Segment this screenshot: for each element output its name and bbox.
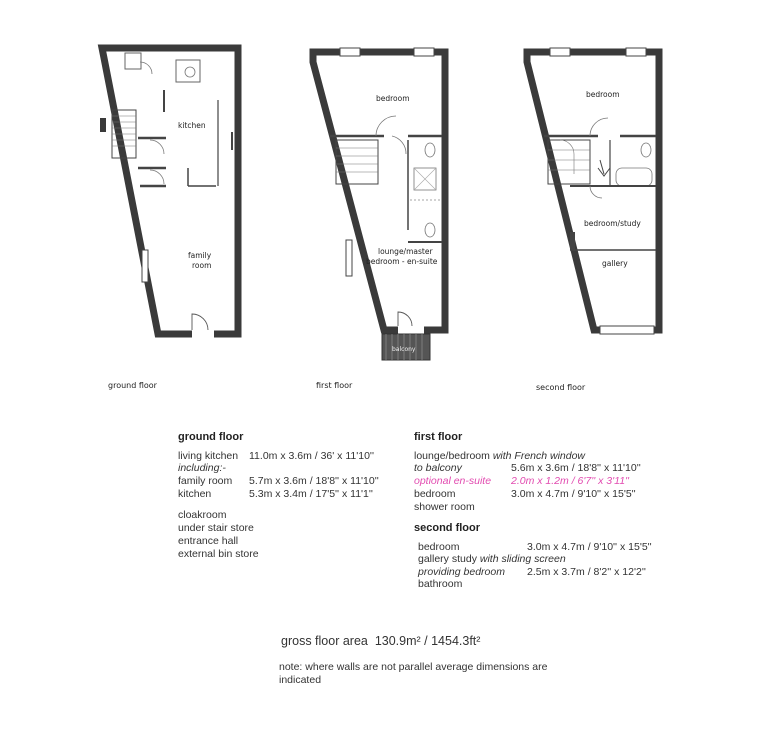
second-floor-heading: second floor [414, 522, 481, 534]
spec-dims: 3.0m x 4.7m / 9'10'' x 15'5'' [511, 488, 636, 500]
room-label: kitchen [178, 121, 206, 130]
note-line: indicated [279, 674, 322, 686]
spec-name: lounge/bedroom with French window [414, 450, 586, 462]
spec-name-highlight: optional en-suite [414, 475, 492, 487]
room-label: bedroom [586, 90, 620, 99]
spec-extra: entrance hall [178, 535, 239, 547]
floor-caption: second floor [536, 383, 586, 392]
spec-name: bedroom [418, 541, 460, 553]
room-label: balcony [392, 346, 416, 353]
ground-floor-walls [102, 48, 238, 334]
room-label: family [188, 251, 212, 260]
spec-dims: 5.3m x 3.4m / 17'5'' x 11'1'' [249, 488, 373, 500]
first-floor-plan [313, 48, 445, 390]
spec-dims: 2.5m x 3.7m / 8'2'' x 12'2'' [527, 566, 646, 578]
note-line: note: where walls are not parallel average dimensions are [279, 661, 548, 673]
spec-name: to balcony [414, 462, 462, 474]
ground-floor-heading: ground floor [178, 431, 244, 443]
room-label: bedroom - en-suite [366, 257, 438, 266]
floor-caption: ground floor [108, 381, 157, 390]
ground-floor-plan [100, 48, 238, 390]
spec-dims: 11.0m x 3.6m / 36' x 11'10'' [249, 450, 374, 462]
floor-caption: first floor [316, 381, 353, 390]
spec-dims: 3.0m x 4.7m / 9'10'' x 15'5'' [527, 541, 652, 553]
spec-dims: 5.6m x 3.6m / 18'8'' x 11'10'' [511, 462, 641, 474]
first-floor-heading: first floor [414, 431, 463, 443]
spec-name: bathroom [418, 578, 463, 590]
second-floor-plan [527, 48, 659, 392]
spec-name: shower room [414, 501, 475, 513]
spec-name: family room [178, 475, 233, 487]
spec-extra: cloakroom [178, 509, 227, 521]
spec-name: gallery study with sliding screen [418, 553, 566, 565]
gross-floor-area: gross floor area 130.9m² / 1454.3ft² [281, 634, 481, 648]
spec-name: including:- [178, 462, 226, 474]
room-label: gallery [602, 259, 628, 268]
room-label: lounge/master [378, 247, 433, 256]
spec-name: kitchen [178, 488, 212, 500]
room-label: bedroom [376, 94, 410, 103]
spec-name: living kitchen [178, 450, 239, 462]
spec-dims: 5.7m x 3.6m / 18'8'' x 11'10'' [249, 475, 379, 487]
room-label: bedroom/study [584, 219, 641, 228]
spec-name: bedroom [414, 488, 456, 500]
spec-extra: under stair store [178, 522, 254, 534]
spec-dims-highlight: 2.0m x 1.2m / 6'7'' x 3'11'' [511, 475, 630, 487]
spec-name: providing bedroom [418, 566, 505, 578]
spec-extra: external bin store [178, 548, 259, 560]
room-label: room [192, 261, 212, 270]
